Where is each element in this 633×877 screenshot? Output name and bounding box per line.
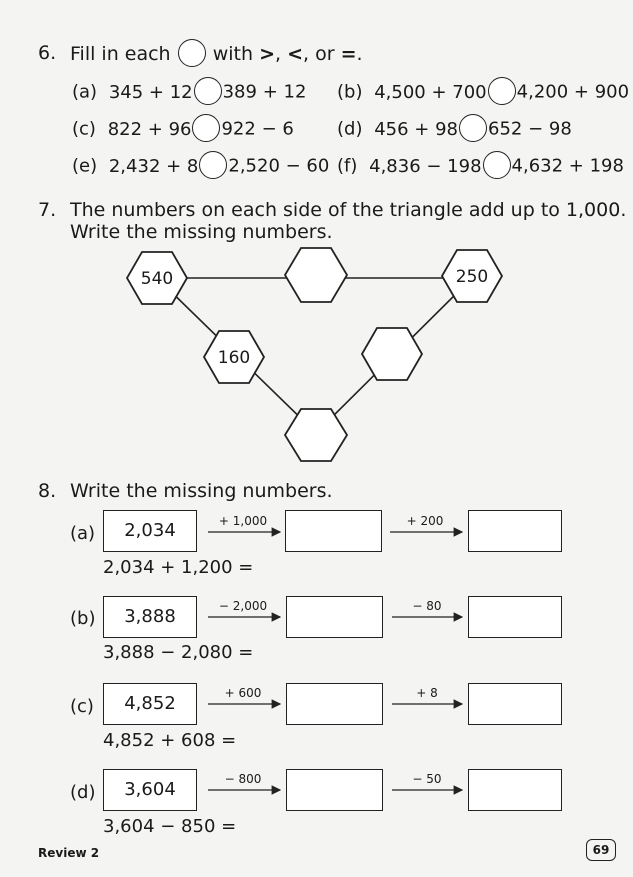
item-label: (a) [72,81,98,103]
q8-row-d-equation: 3,604 − 850 = [103,816,237,837]
start-value: 4,852 [124,693,176,714]
q8-row-b-op1: − 2,000 [218,599,268,613]
item-label: (d) [337,118,363,140]
q8-row-b-answer-box-2[interactable] [468,596,562,638]
footer-section-label: Review 2 [38,846,100,860]
q8-row-b-op2: − 80 [412,599,442,613]
hexagon-top-right-value: 250 [455,267,489,287]
item-label: (e) [72,155,98,177]
q8-row-a-label: (a) [70,523,96,544]
item-label: (c) [72,118,96,140]
q8-row-a-answer-box-2[interactable] [468,510,562,552]
question-8-instruction: Write the missing numbers. [70,480,333,502]
q8-row-c-equation: 4,852 + 608 = [103,730,237,751]
question-7-line2: Write the missing numbers. [70,221,333,243]
q6-end: . [356,43,363,65]
item-right-expression: 4,200 + 900 [516,81,630,103]
item-right-expression: 4,632 + 198 [511,155,624,177]
q8-row-d-start-box [103,769,197,811]
greater-than-symbol: > [259,43,275,65]
start-value: 3,604 [124,779,176,800]
q6-text-after: with [212,43,254,65]
item-left-expression: 2,432 + 8 [108,155,199,177]
q8-row-c-op2: + 8 [416,686,438,700]
q8-row-c-op1: + 600 [224,686,262,700]
item-left-expression: 345 + 12 [108,81,193,103]
q8-row-b-equation: 3,888 − 2,080 = [103,642,254,663]
q8-row-c-answer-box-1[interactable] [286,683,383,725]
item-left-expression: 4,836 − 198 [369,155,482,177]
q8-row-d-answer-box-2[interactable] [468,769,562,811]
q8-row-a-answer-box-1[interactable] [285,510,382,552]
question-6-number: 6. [38,42,57,64]
equals-symbol: = [340,43,357,65]
q8-row-a-equation: 2,034 + 1,200 = [103,557,254,578]
start-value: 2,034 [124,520,176,541]
item-right-expression: 922 − 6 [221,118,294,140]
item-right-expression: 2,520 − 60 [228,155,330,177]
item-right-expression: 652 − 98 [488,118,572,140]
q8-row-b-label: (b) [70,608,96,629]
hexagon-top-left-value: 540 [140,269,174,289]
q8-row-d-op1: − 800 [224,772,262,786]
q8-row-b-answer-box-1[interactable] [286,596,383,638]
q8-row-c-label: (c) [70,696,94,717]
item-left-expression: 4,500 + 700 [374,81,487,103]
question-7-line1: The numbers on each side of the triangle add up to 1,000. [70,199,627,221]
q8-row-d-label: (d) [70,782,96,803]
start-value: 3,888 [124,606,176,627]
item-right-expression: 389 + 12 [222,81,307,103]
q8-row-c-answer-box-2[interactable] [468,683,562,725]
q8-row-d-op2: − 50 [412,772,442,786]
item-left-expression: 456 + 98 [374,118,459,140]
q8-row-b-start-box [103,596,197,638]
item-label: (b) [337,81,363,103]
hexagon-left-middle-value: 160 [217,348,251,368]
page-number-badge: 69 [586,839,616,861]
q6-sep2: , or [303,43,335,65]
question-7-number: 7. [38,199,57,221]
less-than-symbol: < [287,43,303,65]
q8-row-d-answer-box-1[interactable] [286,769,383,811]
q8-row-c-start-box [103,683,197,725]
q6-text-before: Fill in each [70,43,171,65]
item-left-expression: 822 + 96 [107,118,192,140]
item-label: (f) [337,155,358,177]
question-8-number: 8. [38,480,57,502]
q8-row-a-op1: + 1,000 [218,514,268,528]
q8-row-a-op2: + 200 [406,514,444,528]
q8-row-a-start-box [103,510,197,552]
q6-sep1: , [274,43,282,65]
